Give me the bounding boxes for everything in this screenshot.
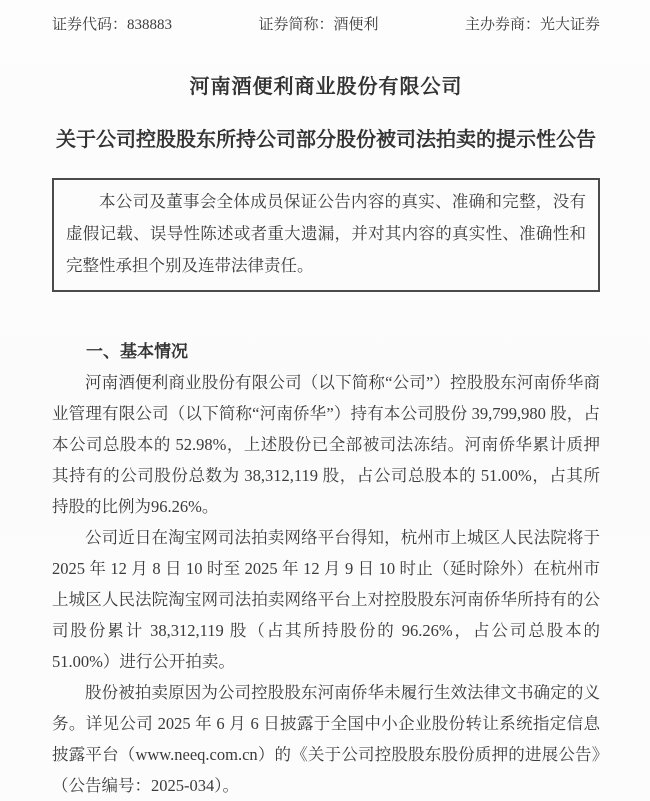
stock-abbreviation-value: 酒便利 <box>333 17 379 33</box>
stock-code <box>52 13 172 34</box>
sponsor-broker-value: 光大证券 <box>539 17 600 33</box>
sponsor-broker <box>465 13 600 34</box>
stock-abbreviation-label: 证券简称： <box>258 17 334 33</box>
paragraph-auction-reason: 股份被拍卖原因为公司控股股东河南侨华未履行生效法律文书确定的义务。详见公司 2025 年 6 月 6 日披露于全国中小企业股份转让系统指定信息披露平台（www.neeq.com.cn）的《关于公司控股股东股份质押的进展公告》（公告编号：2025-034）。 <box>52 683 600 795</box>
stock-abbreviation <box>258 13 378 34</box>
disclaimer-text: 本公司及董事会全体成员保证公告内容的真实、准确和完整，没有虚假记载、误导性陈述或者重大遗漏，并对其内容的真实性、准确性和完整性承担个别及连带法律责任。 <box>66 192 586 275</box>
disclaimer-box <box>52 178 600 292</box>
paragraph-shareholding: 河南酒便利商业股份有限公司（以下简称“公司”）控股股东河南侨华商业管理有限公司（以下简称“河南侨华”）持有本公司股份 39,799,980 股，占本公司总股本的 52.98%，上述股份已全部被司法冻结。河南侨华累计质押其持有的公司股份总数为 38,312,119 股，占公司总股本的 51.00%，占其所持股的比例为96.26%。 <box>52 373 600 516</box>
sponsor-broker-label: 主办券商： <box>464 17 540 33</box>
paragraph-auction-notice: 公司近日在淘宝网司法拍卖网络平台得知，杭州市上城区人民法院将于 2025 年 12 月 8 日 10 时至 2025 年 12 月 9 日 10 时止（延时除外）在杭州市上城区人民法院淘宝网司法拍卖网络平台上对控股股东河南侨华所持有的公司股份累计 38,312,119 股（占其所持股份的 96.26%，占公司总股本的 51.00%）进行公开拍卖。 <box>52 528 600 671</box>
stock-code-label: 证券代码： <box>52 17 128 33</box>
announcement-title: 关于公司控股股东所持公司部分股份被司法拍卖的提示性公告 <box>56 129 596 151</box>
document-header <box>52 13 600 34</box>
company-name-title: 河南酒便利商业股份有限公司 <box>189 76 463 98</box>
stock-code-value: 838883 <box>127 17 173 33</box>
section-heading-basic-info: 一、基本情况 <box>86 342 188 361</box>
